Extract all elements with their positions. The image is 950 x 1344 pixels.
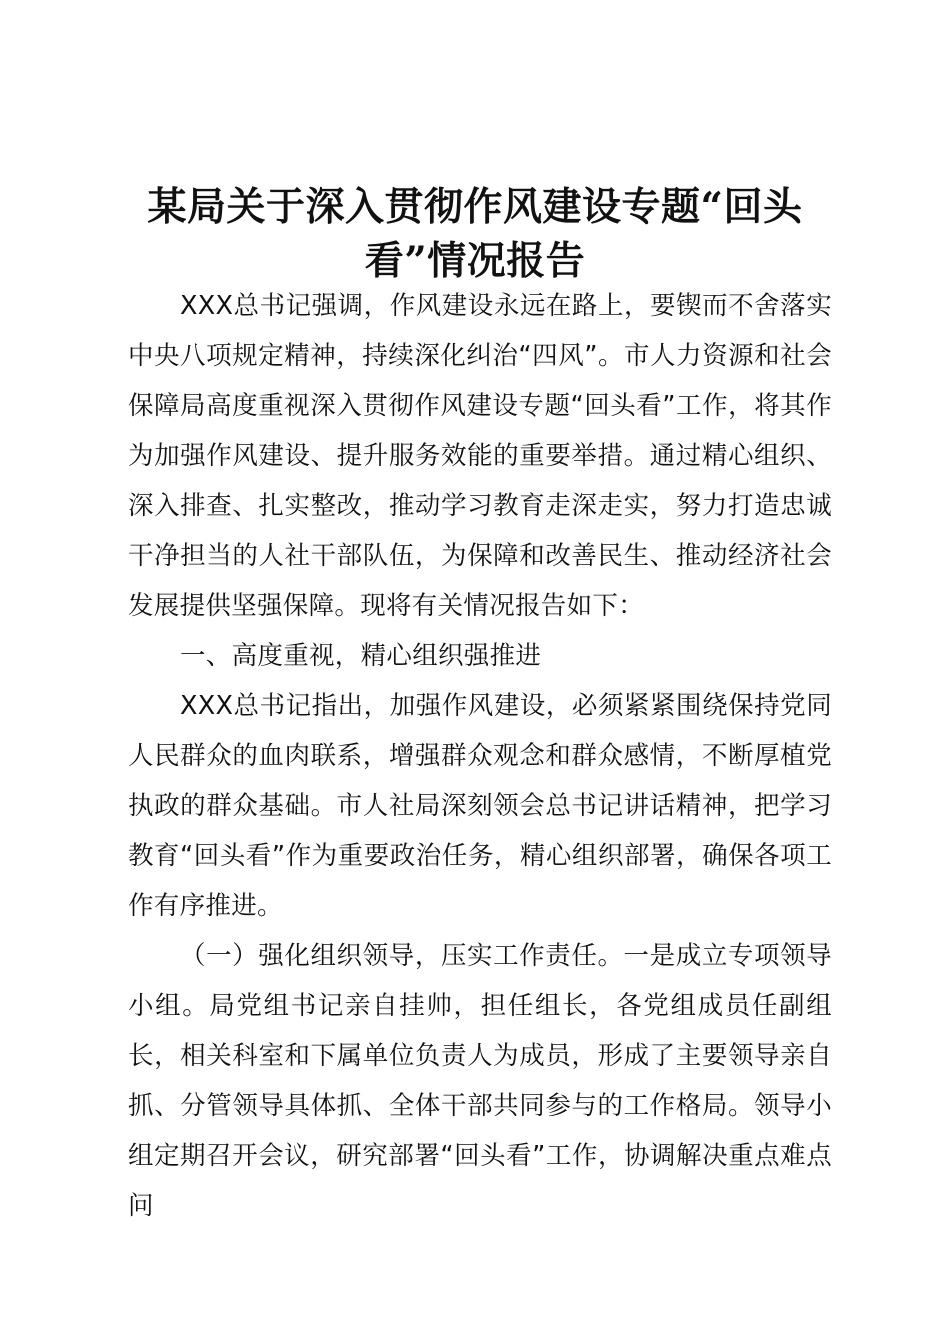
- subsection-1-paragraph: （一）强化组织领导，压实工作责任。一是成立专项领导小组。局党组书记亲自挂帅，担任组长，各党组成员任副组长，相关科室和下属单位负责人为成员，形成了主要领导亲自抓、分管领导具体抓、全体干部共同参与的工作格局。领导小组定期召开会议，研究部署“回头看”工作，协调解决重点难点问: [128, 941, 832, 1221]
- intro-paragraph: XXX总书记强调，作风建设永远在路上，要锲而不舍落实中央八项规定精神，持续深化纠治“四风”。市人力资源和社会保障局高度重视深入贯彻作风建设专题“回头看”工作，将其作为加强作风建设、提升服务效能的重要举措。通过精心组织、深入排查、扎实整改，推动学习教育走深走实，努力打造忠诚干净担当的人社干部队伍，为保障和改善民生、推动经济社会发展提供坚强保障。现将有关情况报告如下：: [128, 291, 832, 621]
- section-1-heading: 一、高度重视，精心组织强推进: [180, 641, 542, 671]
- section-1-paragraph: XXX总书记指出，加强作风建设，必须紧紧围绕保持党同人民群众的血肉联系，增强群众观念和群众感情，不断厚植党执政的群众基础。市人社局深刻领会总书记讲话精神，把学习教育“回头看”作为重要政治任务，精心组织部署，确保各项工作有序推进。: [128, 691, 832, 921]
- document-body: [128, 281, 832, 1231]
- document-title: 某局关于深入贯彻作风建设专题“回头看”情况报告: [147, 184, 803, 284]
